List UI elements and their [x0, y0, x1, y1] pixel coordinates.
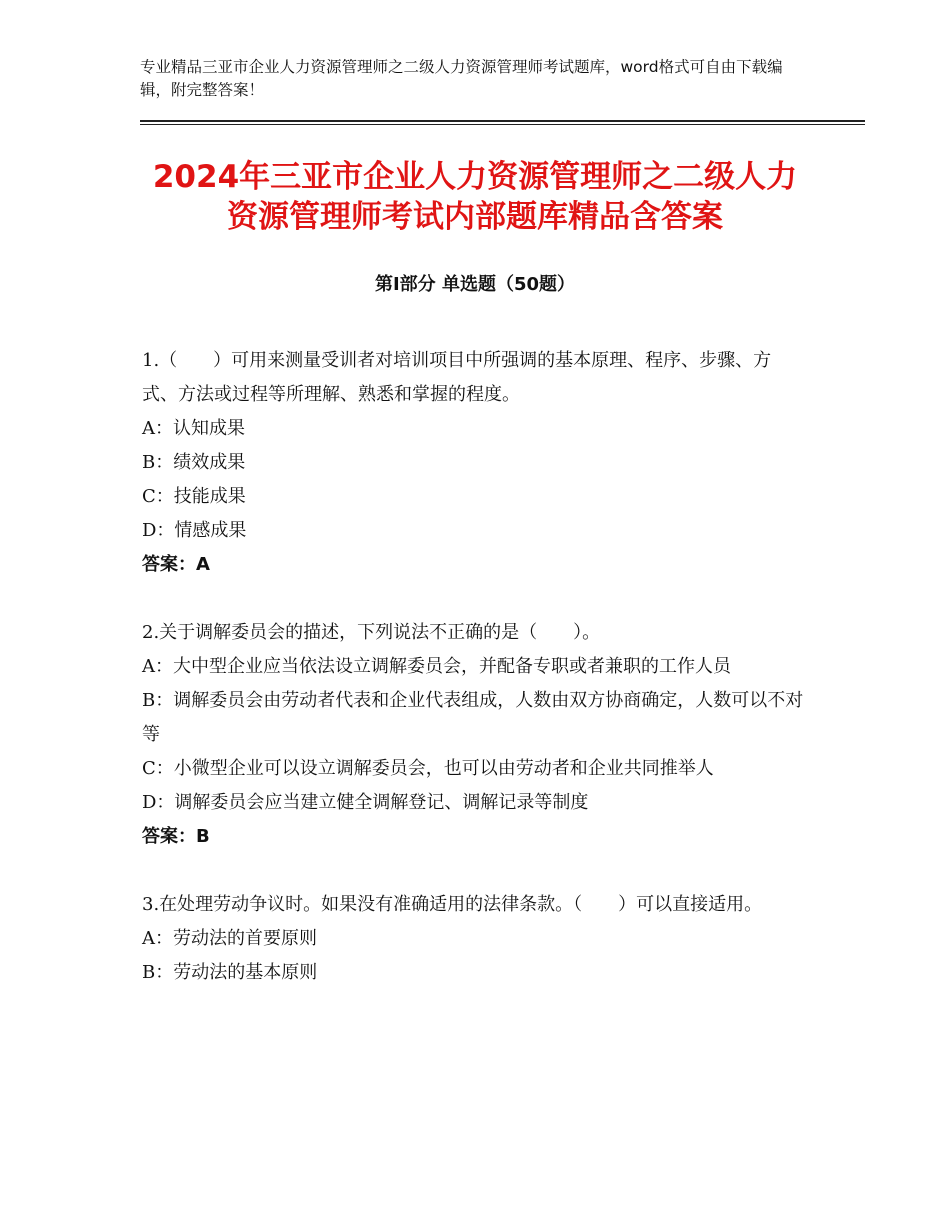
option-d: D：情感成果 — [142, 520, 247, 541]
option-a: A：认知成果 — [142, 418, 245, 439]
question-text: 1.（ ）可用来测量受训者对培训项目中所强调的基本原理、程序、步骤、方式、方法或过程等所理解、熟悉和掌握的程度。 — [142, 350, 772, 405]
option-a: A：劳动法的首要原则 — [142, 928, 317, 949]
option-c: C：技能成果 — [142, 486, 246, 507]
option-a: A：大中型企业应当依法设立调解委员会，并配备专职或者兼职的工作人员 — [142, 656, 731, 677]
header-divider — [140, 120, 865, 122]
section-title: 第Ⅰ部分 单选题（50题） — [374, 274, 575, 295]
answer: 答案：B — [142, 826, 210, 847]
header-note: 专业精品三亚市企业人力资源管理师之二级人力资源管理师考试题库，word格式可自由下载编辑，附完整答案！ — [140, 58, 783, 99]
option-b: B：绩效成果 — [142, 452, 246, 473]
question-text: 2.关于调解委员会的描述，下列说法不正确的是（ ）。 — [142, 622, 601, 643]
option-b: B：劳动法的基本原则 — [142, 962, 318, 983]
question-list — [142, 344, 807, 1024]
question-2 — [142, 616, 807, 854]
question-text: 3.在处理劳动争议时。如果没有准确适用的法律条款。（ ）可以直接适用。 — [142, 894, 763, 915]
question-1 — [142, 344, 807, 582]
option-d: D：调解委员会应当建立健全调解登记、调解记录等制度 — [142, 792, 589, 813]
document-title: 2024年三亚市企业人力资源管理师之二级人力资源管理师考试内部题库精品含答案 — [152, 159, 798, 235]
answer: 答案：A — [142, 554, 210, 575]
header-divider-thin — [140, 124, 865, 125]
option-c: C：小微型企业可以设立调解委员会，也可以由劳动者和企业共同推举人 — [142, 758, 714, 779]
option-b: B：调解委员会由劳动者代表和企业代表组成，人数由双方协商确定，人数可以不对等 — [142, 690, 804, 745]
question-3 — [142, 888, 807, 990]
